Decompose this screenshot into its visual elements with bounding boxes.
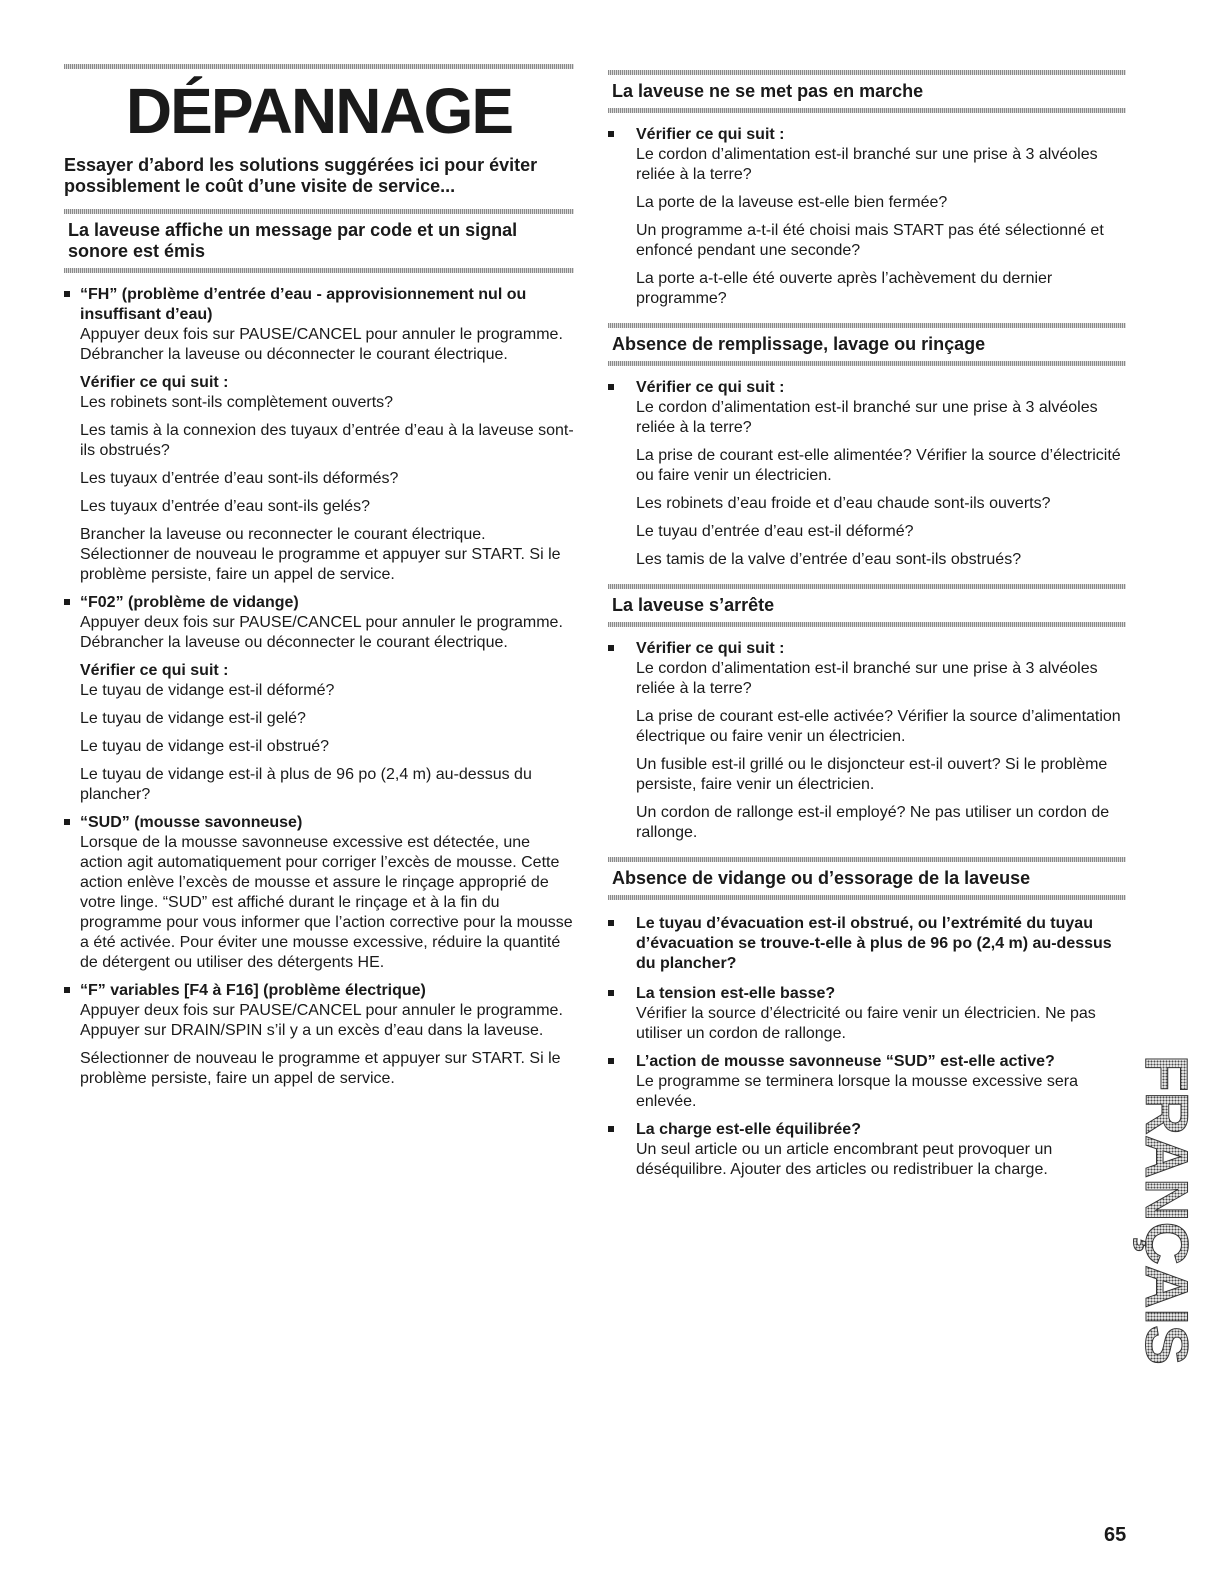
- bullet-icon: [64, 291, 70, 297]
- divider: [608, 108, 1126, 113]
- intro-text: Essayer d’abord les solutions suggérées ici pour éviter possiblement le coût d’une visite de service...: [64, 155, 538, 196]
- page-number: 65: [1104, 1524, 1127, 1546]
- list-item-f-variables: [64, 981, 574, 1089]
- check-line: Les robinets sont-ils complètement ouverts?: [80, 394, 394, 411]
- check-line: Le tuyau de vidange est-il déformé?: [80, 682, 335, 699]
- section-title-no-drain: Absence de vidange ou d’essorage de la laveuse: [612, 868, 1031, 888]
- section-title-no-start: La laveuse ne se met pas en marche: [612, 81, 924, 101]
- item-heading: La tension est-elle basse?: [636, 985, 836, 1002]
- divider: [64, 268, 574, 273]
- item-heading: “SUD” (mousse savonneuse): [80, 814, 303, 831]
- left-column: [64, 64, 574, 1097]
- bullet-icon: [608, 131, 614, 137]
- item-desc: Appuyer deux fois sur PAUSE/CANCEL pour annuler le programme. Débrancher la laveuse ou déconnecter le courant électrique.: [80, 326, 563, 363]
- list-item-f02: [64, 593, 574, 805]
- check-line: Les tuyaux d’entrée d’eau sont-ils déformés?: [80, 470, 399, 487]
- item-heading: La charge est-elle équilibrée?: [636, 1121, 861, 1138]
- check-line: Le cordon d’alimentation est-il branché sur une prise à 3 alvéoles reliée à la terre?: [636, 660, 1098, 697]
- bullet-icon: [608, 645, 614, 651]
- check-line: La prise de courant est-elle alimentée? Vérifier la source d’électricité ou faire venir un électricien.: [636, 447, 1121, 484]
- check-line: Le tuyau d’entrée d’eau est-il déformé?: [636, 523, 914, 540]
- bullet-icon: [608, 990, 614, 996]
- bullet-icon: [608, 1058, 614, 1064]
- language-tab: [1132, 1055, 1201, 1365]
- section-title-code-message: La laveuse affiche un message par code et un signal sonore est émis: [68, 220, 518, 261]
- check-line: Sélectionner de nouveau le programme et appuyer sur START. Si le problème persiste, faire un appel de service.: [80, 1050, 561, 1087]
- divider: [608, 622, 1126, 627]
- list-item-sud: [64, 813, 574, 973]
- section-title-no-fill: Absence de remplissage, lavage ou rinçage: [612, 334, 986, 354]
- check-line: Brancher la laveuse ou reconnecter le courant électrique. Sélectionner de nouveau le programme et appuyer sur START. Si le problème persiste, faire un appel de service.: [80, 526, 561, 583]
- check-line: Un cordon de rallonge est-il employé? Ne pas utiliser un cordon de rallonge.: [636, 804, 1110, 841]
- check-line: La prise de courant est-elle activée? Vérifier la source d’alimentation électrique ou faire venir un électricien.: [636, 708, 1121, 745]
- item-desc: Appuyer deux fois sur PAUSE/CANCEL pour annuler le programme. Débrancher la laveuse ou déconnecter le courant électrique.: [80, 614, 563, 651]
- item-desc: Appuyer deux fois sur PAUSE/CANCEL pour annuler le programme. Appuyer sur DRAIN/SPIN s’il y a un excès d’eau dans la laveuse.: [80, 1002, 563, 1039]
- check-line: Le cordon d’alimentation est-il branché sur une prise à 3 alvéoles reliée à la terre?: [636, 399, 1098, 436]
- right-column: [608, 70, 1126, 1188]
- check-label: Vérifier ce qui suit :: [636, 379, 785, 396]
- bullet-icon: [64, 987, 70, 993]
- item-heading: L’action de mousse savonneuse “SUD” est-elle active?: [636, 1053, 1055, 1070]
- item-heading: Le tuyau d’évacuation est-il obstrué, ou l’extrémité du tuyau d’évacuation se trouve-t-elle à plus de 96 po (2,4 m) au-dessus du plancher?: [636, 915, 1112, 972]
- item-heading: “F02” (problème de vidange): [80, 594, 299, 611]
- item-heading: “FH” (problème d’entrée d’eau - approvisionnement nul ou insuffisant d’eau): [80, 286, 527, 323]
- item-desc: Vérifier la source d’électricité ou faire venir un électricien. Ne pas utiliser un cordon de rallonge.: [636, 1005, 1096, 1042]
- language-tab-label: FRANÇAIS: [1133, 1055, 1201, 1365]
- list-item: [608, 639, 1126, 843]
- check-label: Vérifier ce qui suit :: [80, 374, 229, 391]
- check-line: Un programme a-t-il été choisi mais START pas été sélectionné et enfoncé pendant une seconde?: [636, 222, 1104, 259]
- check-line: La porte de la laveuse est-elle bien fermée?: [636, 194, 948, 211]
- check-line: Les robinets d’eau froide et d’eau chaude sont-ils ouverts?: [636, 495, 1051, 512]
- list-item: [608, 984, 1126, 1044]
- list-item-fh: [64, 285, 574, 585]
- check-line: Les tuyaux d’entrée d’eau sont-ils gelés?: [80, 498, 370, 515]
- check-label: Vérifier ce qui suit :: [636, 640, 785, 657]
- list-item: [608, 914, 1126, 974]
- bullet-icon: [64, 599, 70, 605]
- bullet-icon: [608, 1126, 614, 1132]
- page-title: DÉPANNAGE: [125, 75, 513, 147]
- check-line: Le tuyau de vidange est-il obstrué?: [80, 738, 330, 755]
- check-label: Vérifier ce qui suit :: [636, 126, 785, 143]
- bullet-icon: [608, 384, 614, 390]
- divider: [608, 361, 1126, 366]
- list-item: [608, 378, 1126, 570]
- check-line: Le cordon d’alimentation est-il branché sur une prise à 3 alvéoles reliée à la terre?: [636, 146, 1098, 183]
- item-desc: Un seul article ou un article encombrant peut provoquer un déséquilibre. Ajouter des articles ou redistribuer la charge.: [636, 1141, 1053, 1178]
- divider: [608, 895, 1126, 900]
- check-line: Le tuyau de vidange est-il à plus de 96 po (2,4 m) au-dessus du plancher?: [80, 766, 532, 803]
- check-line: Un fusible est-il grillé ou le disjoncteur est-il ouvert? Si le problème persiste, faire venir un électricien.: [636, 756, 1108, 793]
- check-line: Les tamis de la valve d’entrée d’eau sont-ils obstrués?: [636, 551, 1022, 568]
- check-line: La porte a-t-elle été ouverte après l’achèvement du dernier programme?: [636, 270, 1053, 307]
- check-line: Les tamis à la connexion des tuyaux d’entrée d’eau à la laveuse sont-ils obstrués?: [80, 422, 574, 459]
- check-label: Vérifier ce qui suit :: [80, 662, 229, 679]
- check-line: Le tuyau de vidange est-il gelé?: [80, 710, 306, 727]
- bullet-icon: [608, 920, 614, 926]
- item-desc: Lorsque de la mousse savonneuse excessive est détectée, une action agit automatiquement pour corriger l’excès de mousse. Cette action enlève l’excès de mousse et assure le rinçage approprié de votre linge. “SUD” est affiché durant le rinçage et à la fin du programme pour vous informer que l’action corrective pour la mousse a été activée. Pour éviter une mousse excessive, réduire la quantité de détergent ou utiliser des détergents HE.: [80, 834, 573, 971]
- list-item: [608, 1052, 1126, 1112]
- item-heading: “F” variables [F4 à F16] (problème électrique): [80, 982, 426, 999]
- list-item: [608, 125, 1126, 309]
- list-item: [608, 1120, 1126, 1180]
- divider: [64, 64, 574, 69]
- item-desc: Le programme se terminera lorsque la mousse excessive sera enlevée.: [636, 1073, 1078, 1110]
- bullet-icon: [64, 819, 70, 825]
- section-title-stops: La laveuse s’arrête: [612, 595, 775, 615]
